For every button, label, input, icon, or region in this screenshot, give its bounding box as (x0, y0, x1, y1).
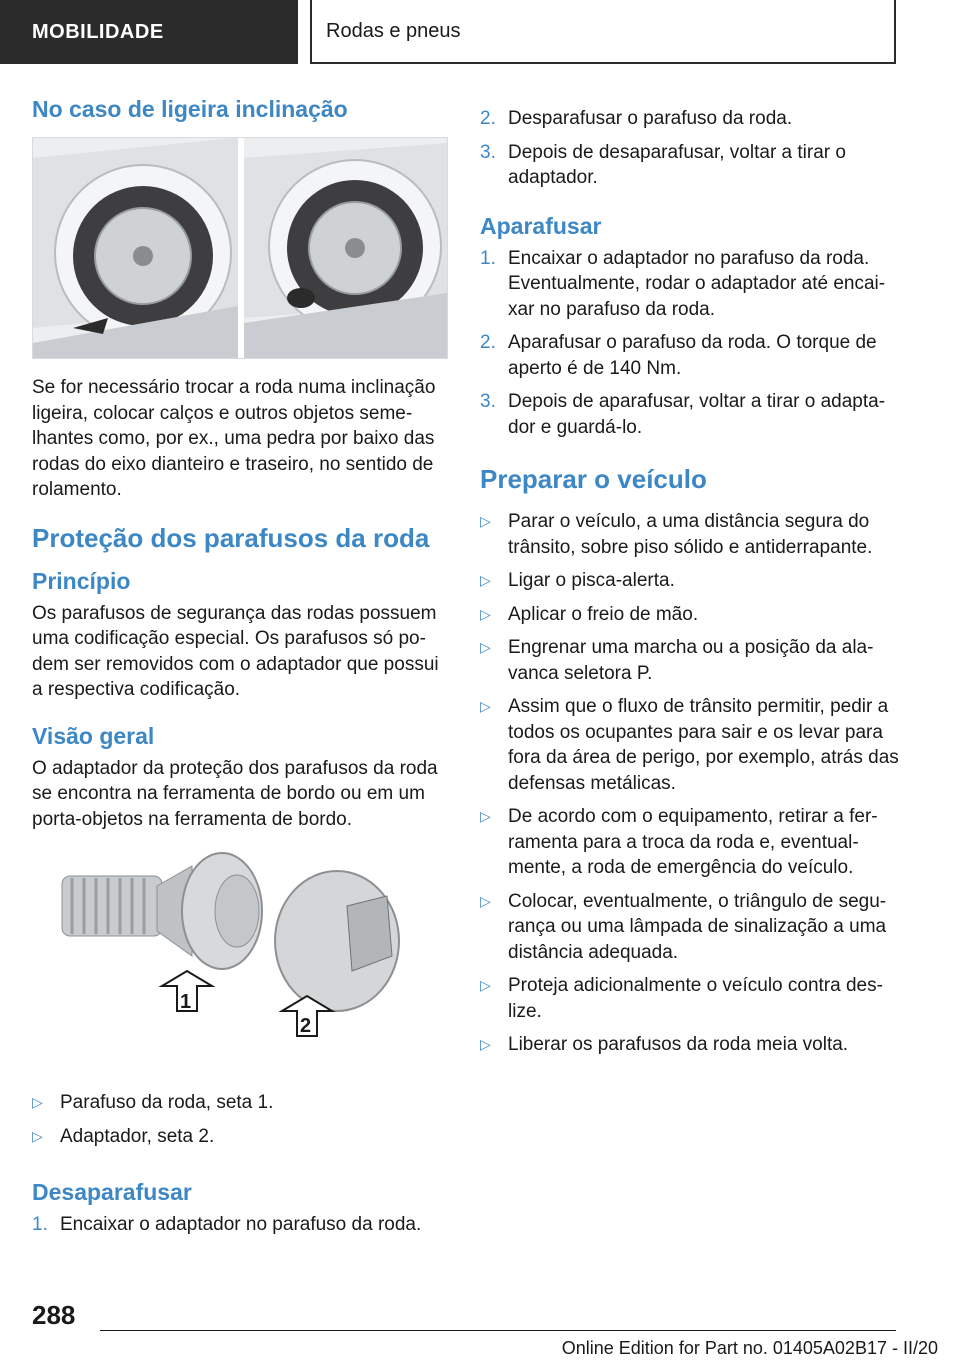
edition-footer: Online Edition for Part no. 01405A02B17 - II/20 (561, 1338, 938, 1358)
overview-heading: Visão geral (32, 722, 155, 749)
triangle-bullet-icon: ▷ (480, 977, 491, 993)
page-number: 288 (32, 1300, 76, 1330)
figure-legend (32, 1090, 452, 1149)
step-item: 3. Depois de aparafusar, voltar a tirar o adapta-dor e guardá-lo. (480, 391, 886, 438)
left-column (32, 96, 452, 1246)
principle-heading: Princípio (32, 567, 131, 594)
right-column (480, 106, 900, 1066)
triangle-bullet-icon: ▷ (480, 1036, 491, 1052)
prepare-item: ▷ Colocar, eventualmente, o triângulo de segu-rança ou uma lâmpada de sinalização a uma distância adequada. (480, 890, 887, 963)
footer-rule (100, 1330, 896, 1331)
prepare-item: ▷ Aplicar o freio de mão. (480, 602, 900, 628)
prepare-item: ▷ Proteja adicionalmente o veículo contra des-lize. (480, 975, 883, 1022)
prepare-item: ▷ De acordo com o equipamento, retirar a fer-ramenta para a troca da roda e, eventual-mente, a roda de emergência do veículo. (480, 806, 878, 878)
legend-item: ▷ Adaptador, seta 2. (32, 1124, 452, 1150)
step-item: 3. Depois de desaparafusar, voltar a tirar o adaptador. (480, 141, 846, 188)
triangle-bullet-icon: ▷ (480, 572, 491, 588)
step-item: 1. Encaixar o adaptador no parafuso da roda. (32, 1214, 422, 1235)
prepare-item: ▷ Ligar o pisca-alerta. (480, 568, 900, 594)
legend-item: ▷ Parafuso da roda, seta 1. (32, 1090, 452, 1116)
incline-illustration (32, 137, 448, 359)
step-item: 1. Encaixar o adaptador no parafuso da roda. Eventualmente, rodar o adaptador até encai-xar no parafuso da roda. (480, 247, 886, 320)
triangle-bullet-icon: ▷ (32, 1094, 43, 1110)
slight-incline-heading: No caso de ligeira inclinação (32, 96, 348, 122)
step-item: 2. Aparafusar o parafuso da roda. O torque de aperto é de 140 Nm. (480, 332, 877, 379)
bolt-and-adapter-image (32, 846, 446, 1076)
bolt-adapter-illustration (32, 846, 446, 1076)
triangle-bullet-icon: ▷ (480, 698, 491, 714)
step-item: 2. Desparafusar o parafuso da roda. (480, 108, 793, 129)
overview-text: O adaptador da proteção dos parafusos da roda se encontra na ferramenta de bordo ou em um porta-objetos na ferramenta de bordo. (32, 757, 438, 830)
section-tab: MOBILIDADE (0, 0, 298, 64)
prepare-item: ▷ Assim que o fluxo de trânsito permitir, pedir a todos os ocupantes para sair e os levar para fora da área de perigo, por exemplo, atrás das defensas metálicas. (480, 696, 899, 794)
prepare-list (480, 509, 900, 1058)
triangle-bullet-icon: ▷ (480, 513, 491, 529)
unscrew-steps-right (480, 106, 900, 191)
wheels-on-incline-image (33, 138, 447, 358)
screw-steps (480, 246, 900, 441)
slight-incline-text: Se for necessário trocar a roda numa inclinação ligeira, colocar calços e outros objetos seme-lhantes como, por ex., uma pedra por baixo das rodas do eixo dianteiro e traseiro, no sentido de rolamento. (32, 377, 436, 500)
triangle-bullet-icon: ▷ (480, 808, 491, 824)
unscrew-steps-left (32, 1212, 452, 1238)
chapter-tab: Rodas e pneus (310, 0, 896, 64)
principle-text: Os parafusos de segurança das rodas possuem uma codificação especial. Os parafusos só po-dem ser removidos com o adaptador que possui a respectiva codificação. (32, 602, 439, 700)
prepare-vehicle-heading: Preparar o veículo (480, 464, 707, 494)
triangle-bullet-icon: ▷ (480, 639, 491, 655)
wheel-lock-heading: Proteção dos parafusos da roda (32, 522, 430, 553)
unscrew-heading: Desaparafusar (32, 1179, 192, 1205)
triangle-bullet-icon: ▷ (480, 605, 491, 622)
triangle-bullet-icon: ▷ (32, 1127, 43, 1144)
figure-label-1: 1 (180, 991, 192, 1013)
triangle-bullet-icon: ▷ (480, 892, 491, 909)
prepare-item: ▷ Liberar os parafusos da roda meia volta. (480, 1032, 900, 1058)
figure-label-2: 2 (300, 1015, 312, 1037)
screw-heading: Aparafusar (480, 212, 602, 239)
prepare-item: ▷ Engrenar uma marcha ou a posição da ala-vanca seletora P. (480, 637, 874, 684)
prepare-item: ▷ Parar o veículo, a uma distância segura do trânsito, sobre piso sólido e antiderrapante. (480, 511, 873, 558)
